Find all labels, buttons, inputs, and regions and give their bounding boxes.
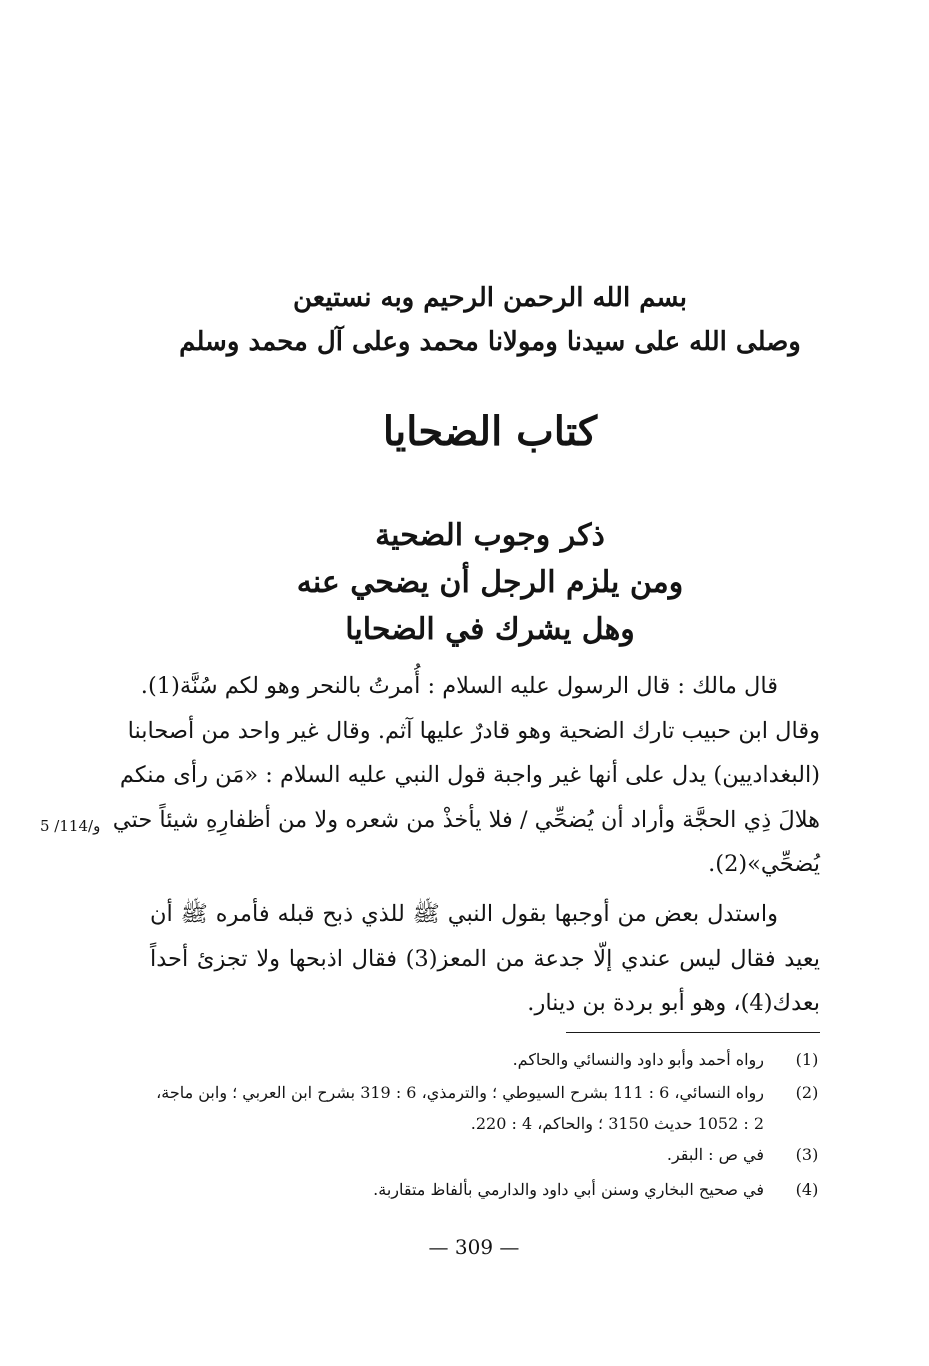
- footnote-number: (2): [795, 1083, 819, 1102]
- chapter-heading-line-2: ومن يلزم الرجل أن يضحي عنه: [296, 565, 684, 600]
- footnote-number: (3): [795, 1145, 819, 1164]
- salawat-line: وصلى الله على سيدنا ومولانا محمد وعلى آل محمد وسلم: [179, 327, 801, 357]
- paragraph-line: يعيد فقال ليس عندي إلّا جدعة من المعز(3) فقال اذبحها ولا تجزئ أحداً: [150, 945, 820, 972]
- paragraph-line: وقال ابن حبيب تارك الضحية وهو قادرٌ عليها آثم. وقال غير واحد من أصحابنا: [127, 717, 820, 744]
- footnote-number: (1): [795, 1050, 819, 1069]
- paragraph-line: قال مالك : قال الرسول عليه السلام : أُمرتُ بالنحر وهو لكم سُنَّة(1).: [140, 673, 778, 699]
- footnote-number: (4): [795, 1180, 819, 1199]
- paragraph-2: [150, 892, 820, 1026]
- paragraph-1: [112, 664, 820, 887]
- chapter-heading-line-1: ذكر وجوب الضحية: [375, 518, 605, 553]
- book-title: كتاب الضحايا: [382, 408, 598, 455]
- footnote-text: في ص : البقر.: [666, 1145, 764, 1164]
- basmala-line: بسم الله الرحمن الرحيم وبه نستيعن: [293, 283, 687, 313]
- paragraph-line: (البغداديين) يدل على أنها غير واجبة قول النبي عليه السلام : «مَن رأى منكم: [119, 762, 820, 788]
- chapter-heading-line-3: وهل يشرك في الضحايا: [345, 612, 635, 647]
- footnote-text: رواه أحمد وأبو داود والنسائي والحاكم.: [512, 1050, 764, 1069]
- page-number: — 309 —: [428, 1235, 520, 1259]
- footnote-text: رواه النسائي، 6 : 111 بشرح السيوطي ؛ والترمذي، 6 : 319 بشرح ابن العربي ؛ وابن ماجة،: [156, 1083, 764, 1102]
- paragraph-line: يُضحِّي»(2).: [708, 851, 820, 877]
- footnote-text: في صحيح البخاري وسنن أبي داود والدارمي بألفاظ متقاربة.: [373, 1180, 764, 1199]
- paragraph-line: واستدل بعض من أوجبها بقول النبي ﷺ للذي ذبح قبله فأمره ﷺ أن: [150, 901, 778, 927]
- paragraph-line: هلالَ ذِي الحجَّة وأراد أن يُضحِّي / فلا يأخذْ من شعره ولا من أظفارِهِ شيئاً حتي: [112, 806, 820, 833]
- footnote-text: 2 : 1052 حديث 3150 ؛ والحاكم، 4 : 220.: [470, 1114, 764, 1133]
- manuscript-folio-note: 5 /114/و: [40, 817, 101, 835]
- paragraph-line: بعدك(4)، وهو أبو بردة بن دينار.: [527, 990, 820, 1016]
- footnote-separator: [566, 1032, 820, 1033]
